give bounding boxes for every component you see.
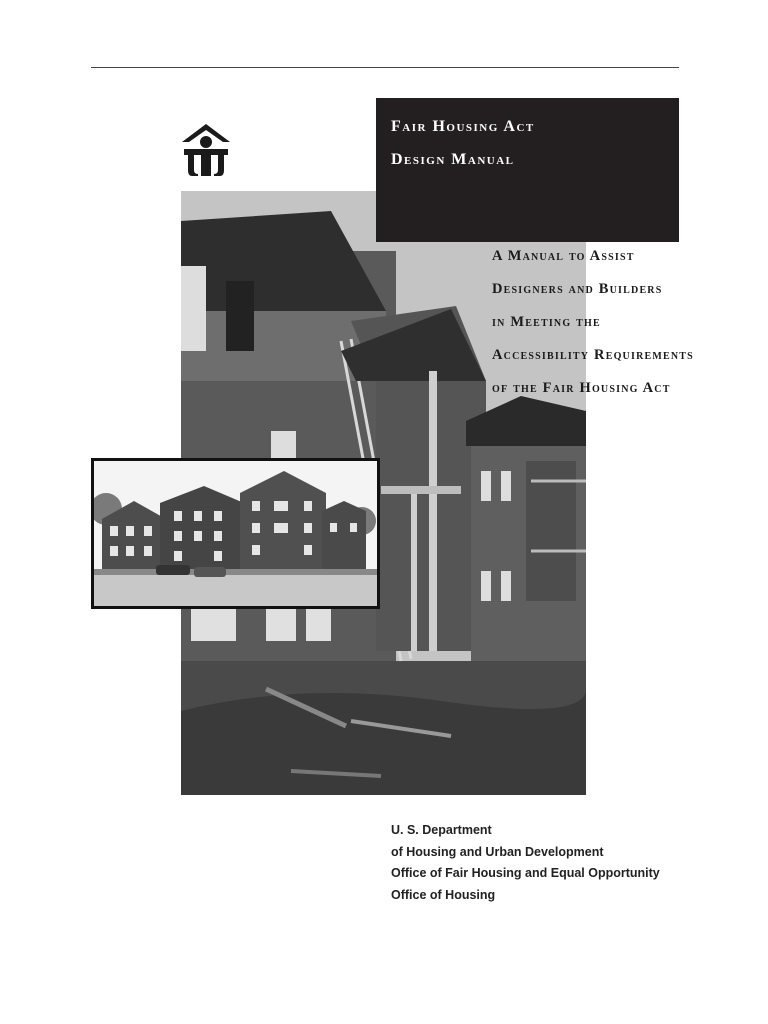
- title-line-1: Fair Housing Act: [391, 118, 535, 135]
- subtitle: [492, 241, 762, 406]
- agency-line: of Housing and Urban Development: [391, 844, 604, 859]
- title-line-2: Design Manual: [391, 151, 515, 168]
- subtitle-line: A Manual to Assist: [492, 248, 635, 264]
- agency-line: Office of Fair Housing and Equal Opportunity: [391, 866, 660, 880]
- subtitle-line: Designers and Builders: [492, 281, 663, 297]
- subtitle-line: in Meeting the: [492, 314, 601, 330]
- agency-line: Office of Housing: [391, 887, 496, 902]
- subtitle-line: Accessibility Requirements: [492, 347, 694, 363]
- title-block: [376, 98, 679, 242]
- agency-line: U. S. Department: [391, 823, 492, 837]
- top-rule: [91, 67, 679, 68]
- subtitle-line: of the Fair Housing Act: [492, 380, 671, 396]
- inset-photo: [91, 458, 380, 609]
- hud-logo-icon: [178, 120, 234, 178]
- agency-block: [391, 820, 660, 906]
